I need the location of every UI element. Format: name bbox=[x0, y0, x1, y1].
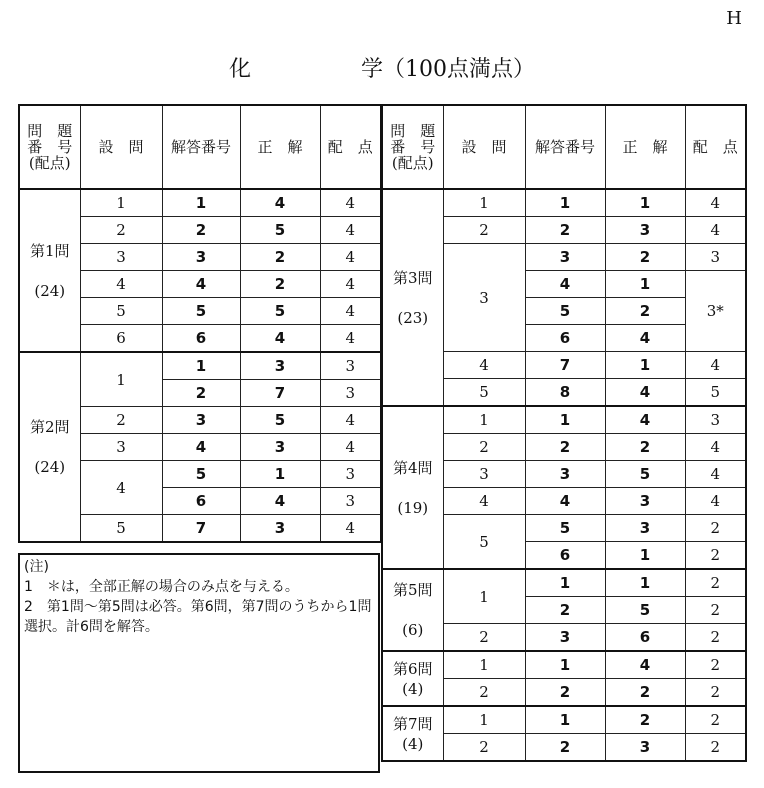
question-3-cell: 第3問 (23) bbox=[382, 189, 443, 406]
note-1: 1 ＊は，全部正解の場合のみ点を与える。 bbox=[24, 579, 299, 595]
table-row bbox=[382, 189, 746, 217]
answer-number: 1 bbox=[525, 651, 605, 679]
sub-question: 2 bbox=[80, 407, 162, 434]
points: 4 bbox=[320, 244, 381, 271]
correct-answer: 4 bbox=[605, 379, 685, 407]
sub-question: 4 bbox=[443, 488, 525, 515]
answer-number: 8 bbox=[525, 379, 605, 407]
header-points: 配 点 bbox=[685, 105, 746, 189]
sub-question: 5 bbox=[443, 515, 525, 570]
question-6-cell: 第6問 (4) bbox=[382, 651, 443, 706]
correct-answer: 2 bbox=[240, 271, 320, 298]
header-answer-number: 解答番号 bbox=[525, 105, 605, 189]
answer-number: 1 bbox=[525, 406, 605, 434]
answer-number: 7 bbox=[525, 352, 605, 379]
points: 3 bbox=[685, 244, 746, 271]
correct-answer: 1 bbox=[605, 542, 685, 570]
correct-answer: 3 bbox=[605, 217, 685, 244]
page-mark: H bbox=[726, 8, 742, 29]
correct-answer: 1 bbox=[605, 271, 685, 298]
points: 4 bbox=[320, 407, 381, 434]
sub-question: 1 bbox=[443, 651, 525, 679]
correct-answer: 3 bbox=[240, 515, 320, 543]
correct-answer: 3 bbox=[240, 352, 320, 380]
table-header bbox=[19, 105, 381, 189]
header-answer-number: 解答番号 bbox=[162, 105, 240, 189]
table-row bbox=[19, 189, 381, 217]
points: 4 bbox=[320, 189, 381, 217]
answer-number: 4 bbox=[525, 488, 605, 515]
question-1-cell: 第1問 (24) bbox=[19, 189, 80, 352]
header-points: 配 点 bbox=[320, 105, 381, 189]
answer-number: 6 bbox=[525, 325, 605, 352]
correct-answer: 7 bbox=[240, 380, 320, 407]
sub-question: 4 bbox=[80, 461, 162, 515]
correct-answer: 2 bbox=[240, 244, 320, 271]
correct-answer: 2 bbox=[605, 298, 685, 325]
correct-answer: 2 bbox=[605, 679, 685, 707]
points: 3 bbox=[320, 488, 381, 515]
points: 2 bbox=[685, 734, 746, 762]
header-question-number: 問 題 番 号 (配点) bbox=[19, 105, 80, 189]
points: 4 bbox=[320, 271, 381, 298]
correct-answer: 3 bbox=[605, 515, 685, 542]
notes-box bbox=[18, 553, 380, 773]
header-setsumon: 設 問 bbox=[443, 105, 525, 189]
answer-number: 1 bbox=[525, 706, 605, 734]
points: 2 bbox=[685, 624, 746, 652]
points: 3 bbox=[320, 461, 381, 488]
header-correct-answer: 正 解 bbox=[240, 105, 320, 189]
table-row bbox=[382, 651, 746, 679]
correct-answer: 1 bbox=[605, 352, 685, 379]
correct-answer: 5 bbox=[240, 298, 320, 325]
correct-answer: 2 bbox=[605, 706, 685, 734]
sub-question: 1 bbox=[443, 189, 525, 217]
answer-table-right bbox=[381, 104, 747, 762]
correct-answer: 5 bbox=[240, 217, 320, 244]
header-question-number: 問 題 番 号 (配点) bbox=[382, 105, 443, 189]
sub-question: 5 bbox=[80, 298, 162, 325]
correct-answer: 4 bbox=[605, 325, 685, 352]
points: 3 bbox=[685, 406, 746, 434]
sub-question: 1 bbox=[80, 352, 162, 407]
question-5-cell: 第5問 (6) bbox=[382, 569, 443, 651]
answer-number: 1 bbox=[162, 189, 240, 217]
correct-answer: 1 bbox=[240, 461, 320, 488]
answer-number: 5 bbox=[525, 515, 605, 542]
table-row bbox=[382, 569, 746, 597]
answer-number: 4 bbox=[162, 434, 240, 461]
sub-question: 6 bbox=[80, 325, 162, 353]
table-header bbox=[382, 105, 746, 189]
answer-number: 1 bbox=[525, 189, 605, 217]
answer-number: 5 bbox=[525, 298, 605, 325]
correct-answer: 4 bbox=[605, 406, 685, 434]
points: 2 bbox=[685, 569, 746, 597]
header-setsumon: 設 問 bbox=[80, 105, 162, 189]
answer-number: 7 bbox=[162, 515, 240, 543]
note-2: 2 第1問～第5問は必答。第6問，第7問のうちから1問選択。計6問を解答。 bbox=[24, 599, 372, 635]
sub-question: 2 bbox=[443, 679, 525, 707]
question-4-cell: 第4問 (19) bbox=[382, 406, 443, 569]
points: 4 bbox=[320, 325, 381, 353]
answer-number: 3 bbox=[525, 244, 605, 271]
points: 4 bbox=[320, 217, 381, 244]
points: 4 bbox=[685, 217, 746, 244]
answer-number: 2 bbox=[525, 734, 605, 762]
correct-answer: 3 bbox=[605, 488, 685, 515]
points: 2 bbox=[685, 515, 746, 542]
sub-question: 1 bbox=[443, 569, 525, 624]
sub-question: 1 bbox=[443, 706, 525, 734]
table-row bbox=[382, 406, 746, 434]
points: 4 bbox=[685, 488, 746, 515]
correct-answer: 4 bbox=[240, 189, 320, 217]
sub-question: 3 bbox=[443, 244, 525, 352]
answer-number: 2 bbox=[162, 380, 240, 407]
correct-answer: 4 bbox=[240, 325, 320, 353]
sub-question: 1 bbox=[80, 189, 162, 217]
table-row bbox=[19, 352, 381, 380]
answer-number: 6 bbox=[525, 542, 605, 570]
answer-number: 4 bbox=[525, 271, 605, 298]
answer-number: 4 bbox=[162, 271, 240, 298]
sub-question: 3 bbox=[443, 461, 525, 488]
answer-number: 6 bbox=[162, 325, 240, 353]
answer-number: 6 bbox=[162, 488, 240, 515]
answer-number: 2 bbox=[162, 217, 240, 244]
points: 4 bbox=[320, 515, 381, 543]
points: 4 bbox=[685, 189, 746, 217]
points: 2 bbox=[685, 542, 746, 570]
points: 2 bbox=[685, 597, 746, 624]
points: 2 bbox=[685, 651, 746, 679]
correct-answer: 3 bbox=[605, 734, 685, 762]
answer-number: 1 bbox=[162, 352, 240, 380]
points: 4 bbox=[320, 298, 381, 325]
answer-table-left bbox=[18, 104, 382, 543]
sub-question: 2 bbox=[443, 434, 525, 461]
sub-question: 5 bbox=[80, 515, 162, 543]
sub-question: 3 bbox=[80, 434, 162, 461]
correct-answer: 1 bbox=[605, 569, 685, 597]
sub-question: 1 bbox=[443, 406, 525, 434]
points: 2 bbox=[685, 706, 746, 734]
sub-question: 4 bbox=[443, 352, 525, 379]
correct-answer: 3 bbox=[240, 434, 320, 461]
question-7-cell: 第7問 (4) bbox=[382, 706, 443, 761]
answer-number: 3 bbox=[525, 461, 605, 488]
answer-number: 5 bbox=[162, 461, 240, 488]
correct-answer: 5 bbox=[605, 597, 685, 624]
correct-answer: 4 bbox=[605, 651, 685, 679]
sub-question: 5 bbox=[443, 379, 525, 407]
header-correct-answer: 正 解 bbox=[605, 105, 685, 189]
points: 3 bbox=[320, 380, 381, 407]
question-2-cell: 第2問 (24) bbox=[19, 352, 80, 542]
sub-question: 2 bbox=[443, 734, 525, 762]
points: 3* bbox=[685, 271, 746, 352]
sub-question: 4 bbox=[80, 271, 162, 298]
sub-question: 2 bbox=[80, 217, 162, 244]
answer-number: 2 bbox=[525, 434, 605, 461]
points: 4 bbox=[685, 461, 746, 488]
sub-question: 3 bbox=[80, 244, 162, 271]
notes-heading: (注) bbox=[24, 559, 49, 575]
answer-number: 2 bbox=[525, 679, 605, 707]
correct-answer: 6 bbox=[605, 624, 685, 652]
points: 4 bbox=[320, 434, 381, 461]
points: 5 bbox=[685, 379, 746, 407]
answer-number: 2 bbox=[525, 217, 605, 244]
points: 4 bbox=[685, 434, 746, 461]
sub-question: 2 bbox=[443, 624, 525, 652]
points: 2 bbox=[685, 679, 746, 707]
correct-answer: 2 bbox=[605, 434, 685, 461]
sub-question: 2 bbox=[443, 217, 525, 244]
correct-answer: 5 bbox=[605, 461, 685, 488]
answer-number: 2 bbox=[525, 597, 605, 624]
correct-answer: 1 bbox=[605, 189, 685, 217]
points: 4 bbox=[685, 352, 746, 379]
answer-number: 5 bbox=[162, 298, 240, 325]
page-title: 化 学（100点満点） bbox=[229, 57, 535, 82]
correct-answer: 2 bbox=[605, 244, 685, 271]
correct-answer: 4 bbox=[240, 488, 320, 515]
correct-answer: 5 bbox=[240, 407, 320, 434]
answer-number: 3 bbox=[525, 624, 605, 652]
table-row bbox=[382, 706, 746, 734]
points: 3 bbox=[320, 352, 381, 380]
answer-number: 3 bbox=[162, 407, 240, 434]
answer-number: 3 bbox=[162, 244, 240, 271]
answer-number: 1 bbox=[525, 569, 605, 597]
